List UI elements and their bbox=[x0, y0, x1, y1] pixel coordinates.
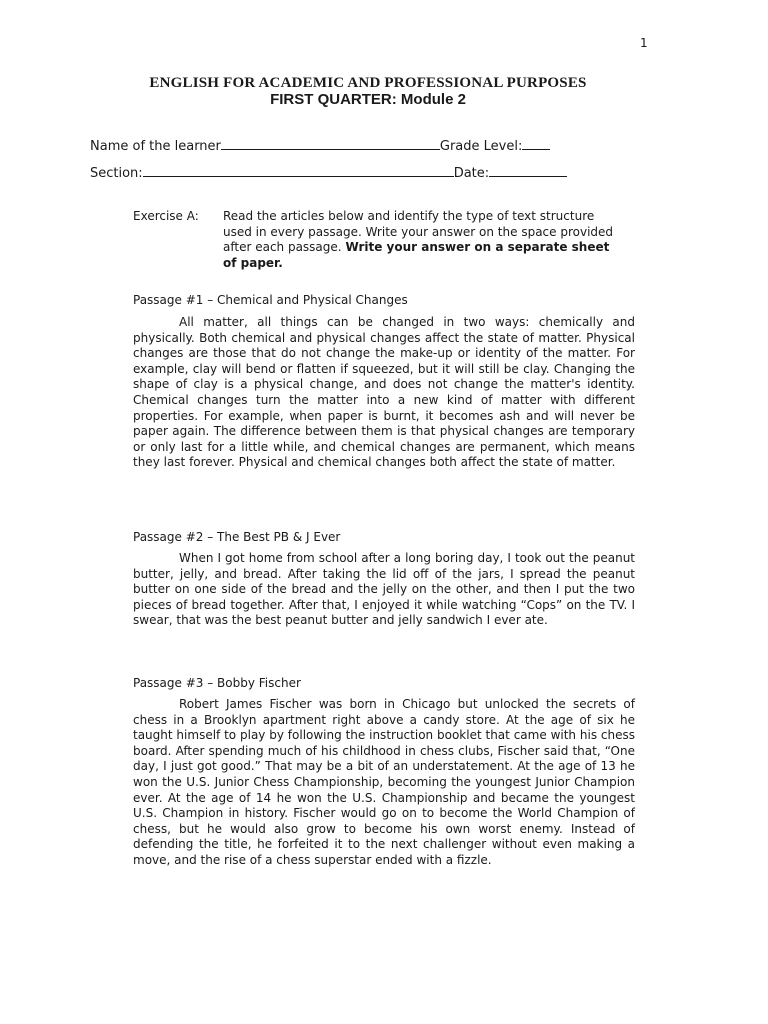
section-blank[interactable] bbox=[143, 164, 454, 177]
passage-1-heading: Passage #1 – Chemical and Physical Changes bbox=[133, 293, 408, 307]
document-title: ENGLISH FOR ACADEMIC AND PROFESSIONAL PURPOSES bbox=[149, 75, 587, 91]
passage-2-heading: Passage #2 – The Best PB & J Ever bbox=[133, 530, 341, 544]
passage-3-body: Robert James Fischer was born in Chicago but unlocked the secrets of chess in a Brooklyn apartment right above a candy store. At the age of six he taught himself to play by following the instruction booklet that came with his chess board. After spending much of his childhood in chess clubs, Fischer said that, “One day, I just got good.” That may be a bit of an understatement. At the age of 13 he won the U.S. Junior Chess Championship, becoming the youngest Junior Champion ever. At the age of 14 he won the U.S. Championship and became the youngest U.S. Champion in history. Fischer would go on to become the World Champion of chess, but he would also grow to become his own worst enemy. Instead of defending the title, he forfeited it to the next challenger without even making a move, and the rise of a chess superstar ended with a fizzle. bbox=[133, 697, 635, 867]
passage-3-heading: Passage #3 – Bobby Fischer bbox=[133, 676, 301, 690]
module-label: Module 2 bbox=[396, 91, 466, 108]
grade-level-blank[interactable] bbox=[522, 137, 550, 150]
learner-info-row bbox=[90, 137, 550, 154]
page-number: 1 bbox=[640, 36, 648, 50]
passage-2-body: When I got home from school after a long boring day, I took out the peanut butter, jelly, and bread. After taking the lid off of the jars, I spread the peanut butter on one side of the bread and the jelly on the other, and then I put the two pieces of bread together. After that, I enjoyed it while watching “Cops” on the TV. I swear, that was the best peanut butter and jelly sandwich I ever ate. bbox=[133, 551, 635, 628]
quarter-label: FIRST QUARTER: bbox=[270, 91, 397, 108]
exercise-instruction-bold: Write your answer on a separate sheet of paper. bbox=[223, 240, 610, 270]
name-blank[interactable] bbox=[221, 137, 440, 150]
exercise-label: Exercise A: bbox=[133, 209, 199, 223]
passage-1-body: All matter, all things can be changed in two ways: chemically and physically. Both chemical and physical changes affect the state of matter. Physical changes are those that do not change the make-up or identity of the matter. For example, clay will bend or flatten if squeezed, but it will still be clay. Changing the shape of clay is a physical change, and does not change the matter's identity. Chemical changes turn the matter into a new kind of matter with different properties. For example, when paper is burnt, it becomes ash and will never be paper again. The difference between them is that physical changes are temporary or only last for a little while, and chemical changes are permanent, which means they last forever. Physical and chemical changes both affect the state of matter. bbox=[133, 315, 635, 470]
date-label: Date: bbox=[453, 166, 490, 181]
section-label: Section: bbox=[90, 166, 143, 181]
module-subtitle bbox=[0, 91, 736, 108]
name-label: Name of the learner bbox=[90, 139, 221, 154]
exercise-instruction bbox=[223, 209, 623, 271]
date-blank[interactable] bbox=[489, 164, 567, 177]
exercise-instruction-text: Read the articles below and identify the type of text structure used in every passage. Write your answer on the space provided after each passage. bbox=[223, 209, 614, 254]
grade-level-label: Grade Level: bbox=[439, 139, 523, 154]
section-date-row bbox=[90, 164, 567, 181]
